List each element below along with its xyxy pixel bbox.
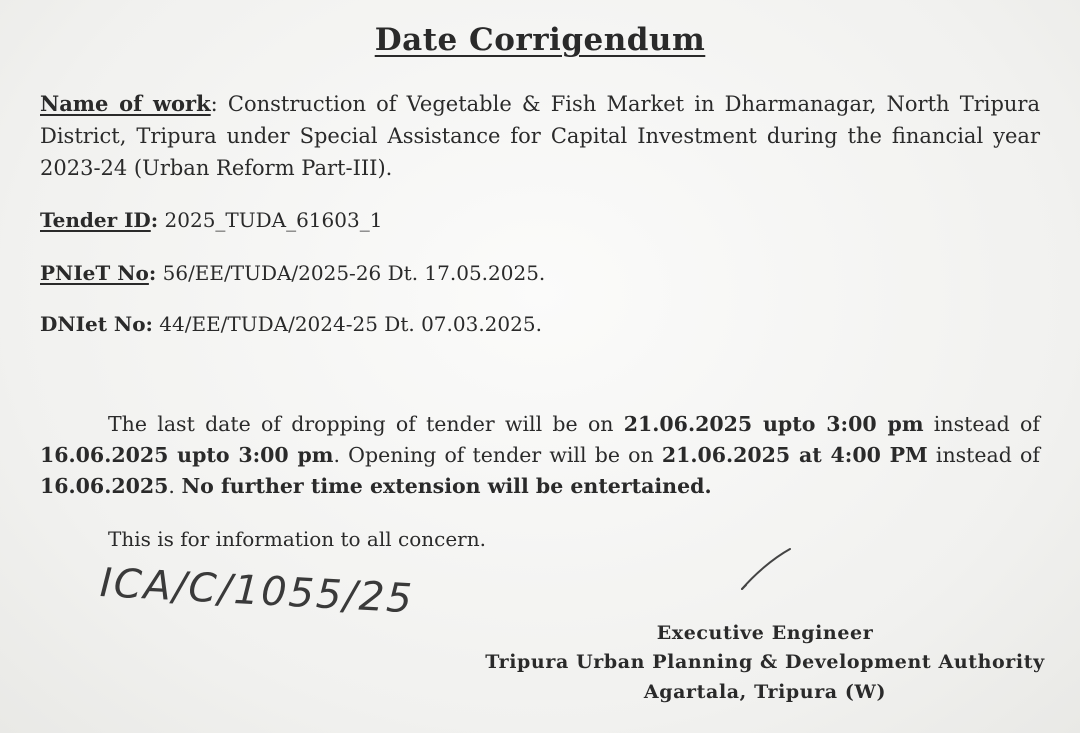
signature-mark-icon [736, 545, 796, 595]
new-opening-date: 21.06.2025 at 4:00 PM [661, 443, 928, 467]
pniet-separator: : [148, 261, 157, 285]
tender-id-label: Tender ID [40, 208, 151, 232]
old-opening-date: 16.06.2025 [40, 474, 169, 498]
tender-id-separator: : [150, 208, 159, 232]
new-submission-deadline: 21.06.2025 upto 3:00 pm [623, 412, 924, 436]
name-of-work-label: Name of work [40, 91, 211, 116]
notice-text-1: The last date of dropping of tender will be on [108, 412, 624, 436]
notice-text-5: . [168, 474, 182, 498]
signatory-organization: Tripura Urban Planning & Development Authority [485, 651, 1045, 673]
name-of-work-paragraph [40, 88, 1040, 184]
name-of-work-text: : Construction of Vegetable & Fish Market in Dharmanagar, North Tripura District, Tripura under Special Assistance for Capital Investment during the financial year 2023-24 (Urban Reform Part-III). [40, 92, 1040, 180]
notice-text-2: instead of [923, 412, 1040, 436]
dniet-line [40, 312, 542, 336]
dniet-label: DNIet No: [40, 312, 153, 336]
handwritten-reference: ICA/C/1055/25 [98, 560, 415, 623]
pniet-label: PNIeT No [40, 261, 149, 285]
no-extension-statement: No further time extension will be entertained. [181, 474, 712, 498]
information-line: This is for information to all concern. [108, 527, 486, 551]
signatory-designation: Executive Engineer [656, 622, 874, 644]
pniet-value: 56/EE/TUDA/2025-26 Dt. 17.05.2025. [156, 261, 546, 285]
dniet-value: 44/EE/TUDA/2024-25 Dt. 07.03.2025. [152, 312, 542, 336]
signatory-location: Agartala, Tripura (W) [643, 681, 887, 703]
tender-id-line [40, 208, 382, 232]
notice-paragraph [40, 409, 1040, 502]
notice-text-4: instead of [927, 443, 1040, 467]
notice-text-3: . Opening of tender will be on [333, 443, 662, 467]
pniet-line [40, 261, 545, 285]
old-submission-deadline: 16.06.2025 upto 3:00 pm [40, 443, 334, 467]
tender-id-value: 2025_TUDA_61603_1 [158, 208, 383, 232]
document-title: Date Corrigendum [374, 22, 706, 58]
